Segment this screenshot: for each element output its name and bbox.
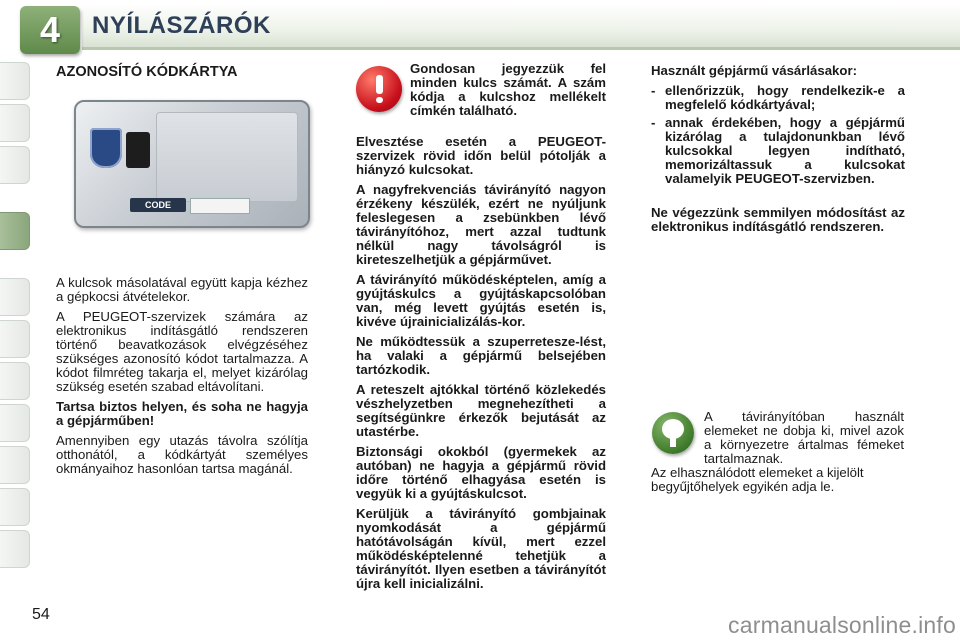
middle-column-text — [356, 135, 606, 597]
paragraph: Kerüljük a távirányító gombjainak nyomkodását a gépjármű hatótávolságán kívül, mert ezzel működésképtelenné tehetjük a távirányítót. Ilyen esetben a távirányítót újra kell inicializálni. — [356, 506, 606, 591]
paragraph: A PEUGEOT-szervizek számára az elektronikus indításgátló rendszeren történő beavatkozások elvégzéséhez szükséges azonosító kódot tartalmazza. A kódot filmréteg takarja el, melyet kizárólag szükség esetén szabad eltávolítani. — [56, 309, 308, 394]
list-item: - ellenőrizzük, hogy rendelkezik-e a megfelelő kódkártyával; — [651, 83, 905, 112]
right-heading: Használt gépjármű vásárlásakor: — [651, 63, 857, 78]
section-title: AZONOSÍTÓ KÓDKÁRTYA — [56, 64, 238, 80]
right-column-text — [651, 64, 905, 240]
watermark: carmanualsonline.info — [728, 612, 956, 638]
left-column-text — [56, 276, 308, 482]
chapter-tab[interactable] — [0, 320, 30, 358]
chapter-tab[interactable] — [0, 362, 30, 400]
eco-note-text: A távirányítóban használt elemeket ne dobja ki, mivel azok a környezetre ártalmas fémeket tartalmaznak. — [704, 409, 904, 466]
page-header — [0, 0, 960, 64]
card-code-label: CODE — [130, 198, 186, 212]
chapter-tab[interactable] — [0, 62, 30, 100]
paragraph: Ne végezzünk semmilyen módosítást az elektronikus indításgátló rendszeren. — [651, 205, 905, 234]
paragraph: A távirányító működésképtelen, amíg a gyújtáskulcs a gyújtáskapcsolóban van, még levett gyújtás esetén is, kivéve újrainicializálás-kor. — [356, 272, 606, 329]
tree-icon — [652, 412, 694, 454]
eco-note — [704, 410, 904, 472]
chapter-number: 4 — [39, 9, 61, 50]
page-number: 54 — [32, 606, 50, 623]
list-item-text: annak érdekében, hogy a gépjármű kizárólag a tulajdonunkban lévő kulcsokkal legyen indítható, memorizáltassuk a kulcsokat valamelyik PEUGEOT-szervizben. — [665, 115, 905, 186]
list-item: - annak érdekében, hogy a gépjármű kizárólag a tulajdonunkban lévő kulcsokkal legyen indítható, memorizáltassuk a kulcsokat valamelyik PEUGEOT-szervizben. — [651, 115, 905, 186]
chapter-number-box — [20, 6, 80, 54]
chapter-tab[interactable] — [0, 530, 30, 568]
chapter-tab[interactable] — [0, 146, 30, 184]
chapter-title: NYÍLÁSZÁRÓK — [92, 12, 271, 39]
paragraph: Ne működtessük a szuperretesze-lést, ha valaki a gépjármű belseјében tartózkodik. — [356, 334, 606, 377]
chapter-tab-strip — [0, 62, 32, 582]
key-code-card-illustration — [74, 100, 310, 228]
chapter-tab-active[interactable] — [0, 212, 30, 250]
list-item-text: ellenőrizzük, hogy rendelkezik-e a megfelelő kódkártyával; — [665, 83, 905, 112]
warning-note — [410, 62, 606, 124]
card-panel — [156, 112, 298, 202]
paragraph: A kulcsok másolatával együtt kapja kézhez a gépkocsi átvételekor. — [56, 275, 308, 304]
card-code-field — [190, 198, 250, 214]
paragraph: Elvesztése esetén a PEUGEOT-szervizek rövid időn belül pótolják a hiányzó kulcsokat. — [356, 134, 606, 177]
eco-note-text-2: Az elhasználódott elemeket a kijelölt begyűjtőhelyek egyikén adja le. — [651, 465, 864, 494]
peugeot-lion-logo — [90, 128, 122, 168]
paragraph: A nagyfrekvenciás távirányító nagyon érzékeny készülék, ezért ne nyúljunk feleslegesen a zsebünkben lévő távirányítóhoz, mert azzal tudtunk nélkül nagy távolságról is kireteszelhetjük a gépjárművet. — [356, 182, 606, 267]
paragraph-bold: Tartsa biztos helyen, és soha ne hagyja a gépjárműben! — [56, 399, 308, 428]
chapter-tab[interactable] — [0, 446, 30, 484]
chapter-tab[interactable] — [0, 404, 30, 442]
chapter-tab[interactable] — [0, 278, 30, 316]
eco-note-2 — [651, 466, 905, 500]
paragraph: Biztonsági okokból (gyermekek az autóban) ne hagyja a gépjármű rövid időre történő elhagyása esetén is vegyük ki a gyújtáskulcsot. — [356, 444, 606, 501]
chapter-tab[interactable] — [0, 104, 30, 142]
warning-note-text: Gondosan jegyezzük fel minden kulcs számát. A szám kódja a kulcshoz mellékelt címkén található. — [410, 61, 606, 118]
paragraph: Amennyiben egy utazás távolra szólítja otthonától, a kódkártyát személyes okmányaihoz hasonlóan tartsa magánál. — [56, 433, 308, 476]
chapter-tab[interactable] — [0, 488, 30, 526]
key-icon — [126, 132, 150, 168]
warning-icon — [356, 66, 402, 112]
paragraph: A reteszelt ajtókkal történő közlekedés vészhelyzetben megnehezítheti a segítségünkre érkezők bejutását az utastérbe. — [356, 382, 606, 439]
